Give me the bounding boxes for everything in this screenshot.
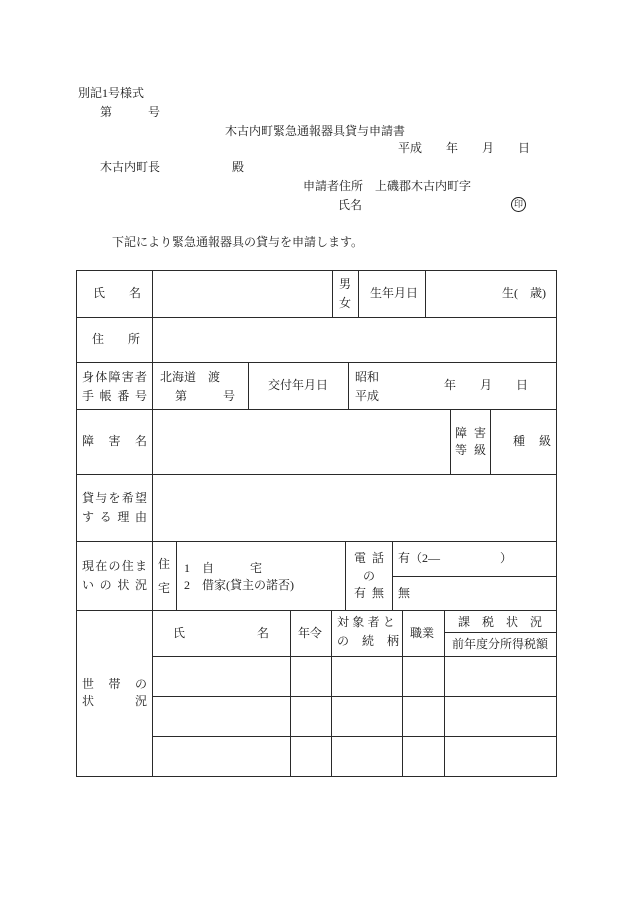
birth-date-label: 生年月日: [370, 286, 419, 300]
phone-label-line1: 電話: [354, 551, 391, 565]
address-label: 住 所: [92, 332, 141, 346]
col-divider: [490, 409, 491, 474]
birth-age-suffix: 生( 歳): [502, 286, 546, 300]
phone-divider: [392, 576, 556, 577]
phone-yes: 有（2― ）: [398, 551, 513, 565]
disability-grade-suffix: 種 級: [513, 434, 553, 448]
col-divider: [345, 541, 346, 610]
household-col-relation-line1: 対象者と: [337, 615, 399, 629]
housing-type-label-line1: 住: [158, 557, 171, 571]
household-col-job: 職業: [410, 626, 435, 640]
era-showa: 昭和: [355, 370, 380, 384]
addressee: 木古内町長 殿: [100, 160, 245, 174]
reason-label-line1: 貸与を希望: [82, 491, 149, 505]
col-divider: [450, 409, 451, 474]
document-number: 第 号: [100, 105, 161, 119]
phone-no: 無: [398, 586, 411, 600]
col-divider: [248, 362, 249, 409]
form-label: 別記1号様式: [78, 86, 145, 100]
row-divider: [76, 409, 556, 410]
era-heisei: 平成: [355, 389, 380, 403]
application-date: 平成 年 月 日: [398, 141, 531, 155]
form-title: 木古内町緊急通報器具貸与申請書: [225, 124, 406, 138]
housing-type-label-line2: 宅: [158, 581, 171, 595]
issue-date-label: 交付年月日: [268, 378, 329, 392]
household-col-relation-line2: の 続 柄: [337, 634, 400, 648]
applicant-address: 申請者住所 上磯郡木古内町字: [303, 179, 472, 193]
disability-name-label: 障 害 名: [82, 434, 149, 448]
household-col-tax-status: 課 税 状 況: [458, 615, 543, 629]
tax-header-divider: [444, 632, 556, 633]
row-divider: [76, 362, 556, 363]
col-divider: [176, 541, 177, 610]
seal-mark: [511, 197, 526, 212]
col-divider: [425, 270, 426, 317]
applicant-name-label: 氏名: [338, 198, 363, 212]
col-divider: [392, 541, 393, 610]
phone-label-line2: の: [363, 569, 376, 583]
household-row-divider: [152, 696, 556, 697]
reason-label-line2: する理由: [82, 510, 153, 524]
household-header-divider: [152, 656, 556, 657]
handbook-label-line1: 身体障害者: [82, 370, 149, 384]
phone-label-line3: 有無: [354, 586, 391, 600]
row-divider: [76, 610, 556, 611]
col-divider: [290, 610, 291, 776]
sex-male: 男: [339, 277, 352, 291]
housing-option-rent: 2 借家(貸主の諾否): [184, 578, 294, 592]
col-divider: [444, 610, 445, 776]
housing-label-line2: いの状況: [82, 578, 153, 592]
row-divider: [76, 541, 556, 542]
col-divider: [358, 270, 359, 317]
housing-label-line1: 現在の住ま: [82, 559, 149, 573]
name-label: 氏 名: [93, 286, 142, 300]
handbook-prefix-line2: 第 号: [175, 389, 236, 403]
row-divider: [76, 317, 556, 318]
handbook-label-line2: 手帳番号: [82, 389, 153, 403]
intro-text: 下記により緊急通報器具の貸与を申請します。: [112, 235, 364, 249]
household-col-age: 年令: [298, 626, 323, 640]
housing-option-own: 1 自 宅: [184, 561, 263, 575]
household-label-line1: 世 帯 の: [82, 677, 149, 691]
household-label-line2: 状 況: [82, 694, 153, 708]
col-divider: [331, 610, 332, 776]
seal-character: 印: [513, 199, 523, 209]
col-divider: [402, 610, 403, 776]
issue-date-parts: 年 月 日: [444, 378, 529, 392]
sex-female: 女: [339, 296, 352, 310]
col-divider: [348, 362, 349, 409]
household-col-name: 氏 名: [173, 626, 270, 640]
household-col-income-tax: 前年度分所得税額: [452, 637, 549, 651]
handbook-prefix-line1: 北海道 渡: [160, 370, 221, 384]
household-row-divider: [152, 736, 556, 737]
disability-grade-label-line1: 障害: [455, 426, 494, 440]
col-divider: [332, 270, 333, 317]
row-divider: [76, 474, 556, 475]
disability-grade-label-line2: 等級: [455, 443, 494, 457]
